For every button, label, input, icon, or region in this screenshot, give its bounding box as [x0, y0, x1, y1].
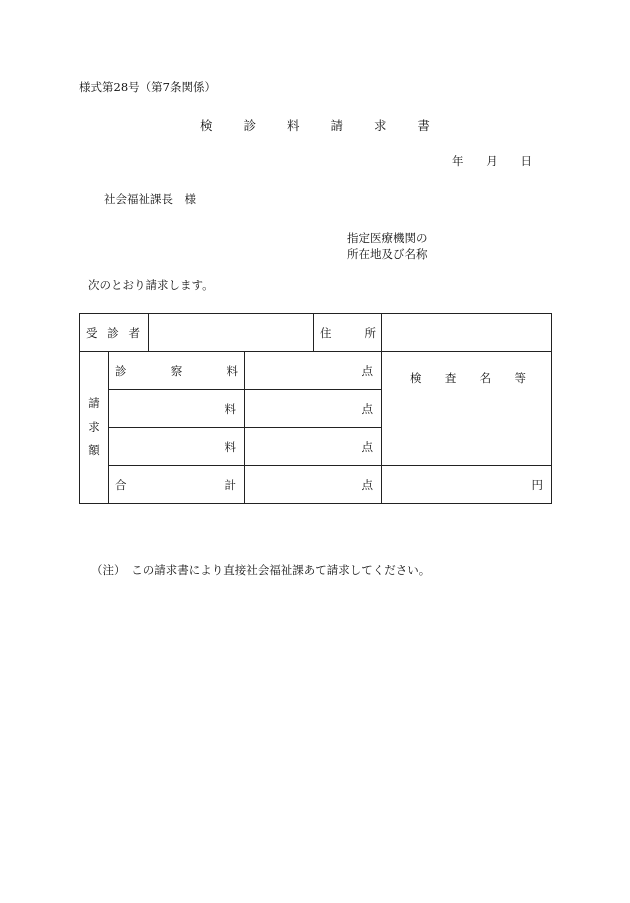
- institution-label: [347, 230, 428, 262]
- form-number: 様式第28号（第7条関係）: [79, 80, 216, 94]
- address-value-cell[interactable]: [382, 314, 552, 352]
- points-unit: 点: [361, 401, 373, 416]
- points-unit: 点: [361, 363, 373, 378]
- addressee: 社会福祉課長 様: [104, 192, 196, 206]
- document-title: [200, 120, 430, 133]
- date-line: [452, 156, 532, 168]
- fee-label-char: 察: [170, 363, 183, 378]
- title-char: 書: [417, 118, 430, 133]
- patient-value-cell[interactable]: [149, 314, 314, 352]
- title-char: 求: [373, 118, 387, 133]
- title-char: 請: [330, 118, 343, 133]
- fee-label-cell: [109, 352, 245, 390]
- patient-label-cell: [80, 314, 149, 352]
- inspection-label-char: 等: [514, 371, 526, 385]
- inspection-label-char: 査: [444, 371, 457, 385]
- title-char: 診: [243, 118, 256, 133]
- fee-label-char: 料: [224, 439, 236, 454]
- address-label-char: 所: [364, 325, 376, 340]
- address-label-cell: [314, 314, 382, 352]
- inspection-label-char: 検: [410, 371, 422, 385]
- fee-points-cell[interactable]: [245, 390, 382, 428]
- fee-label-char: 診: [115, 363, 127, 378]
- patient-label-char: 者: [128, 325, 140, 340]
- yen-unit: 円: [531, 477, 543, 492]
- fee-label-cell: [109, 428, 245, 466]
- date-month: 月: [486, 154, 498, 168]
- date-day: 日: [520, 154, 532, 168]
- total-label-cell: [109, 466, 245, 504]
- total-row: [80, 466, 552, 504]
- claim-row: [80, 352, 552, 390]
- fee-label-char: 料: [224, 401, 236, 416]
- fee-label-char: 料: [226, 363, 238, 378]
- points-unit: 点: [361, 477, 373, 492]
- total-label-char: 計: [224, 477, 236, 492]
- claim-label-char: 額: [88, 443, 100, 458]
- date-year: 年: [452, 154, 464, 168]
- total-points-cell[interactable]: [245, 466, 382, 504]
- claim-label-char: 求: [88, 419, 100, 434]
- address-label-char: 住: [320, 325, 332, 340]
- total-label-char: 合: [115, 477, 127, 492]
- claim-table: [79, 313, 552, 504]
- patient-label-char: 診: [107, 325, 119, 340]
- intro-text: 次のとおり請求します。: [88, 278, 214, 292]
- total-yen-cell[interactable]: [382, 466, 552, 504]
- claim-label-char: 請: [88, 396, 100, 411]
- institution-line-1: 指定医療機関の: [347, 231, 428, 245]
- inspection-label-cell: [382, 352, 552, 466]
- patient-row: [80, 314, 552, 352]
- patient-label-char: 受: [86, 325, 98, 340]
- fee-points-cell[interactable]: [245, 352, 382, 390]
- inspection-label-char: 名: [479, 371, 492, 385]
- fee-label-cell: [109, 390, 245, 428]
- fee-points-cell[interactable]: [245, 428, 382, 466]
- points-unit: 点: [361, 439, 373, 454]
- title-char: 検: [200, 118, 213, 133]
- title-char: 料: [286, 118, 300, 133]
- note-text: （注） この請求書により直接社会福祉課あて請求してください。: [91, 563, 431, 577]
- institution-line-2: 所在地及び名称: [347, 247, 428, 261]
- claim-label-cell: [80, 352, 109, 504]
